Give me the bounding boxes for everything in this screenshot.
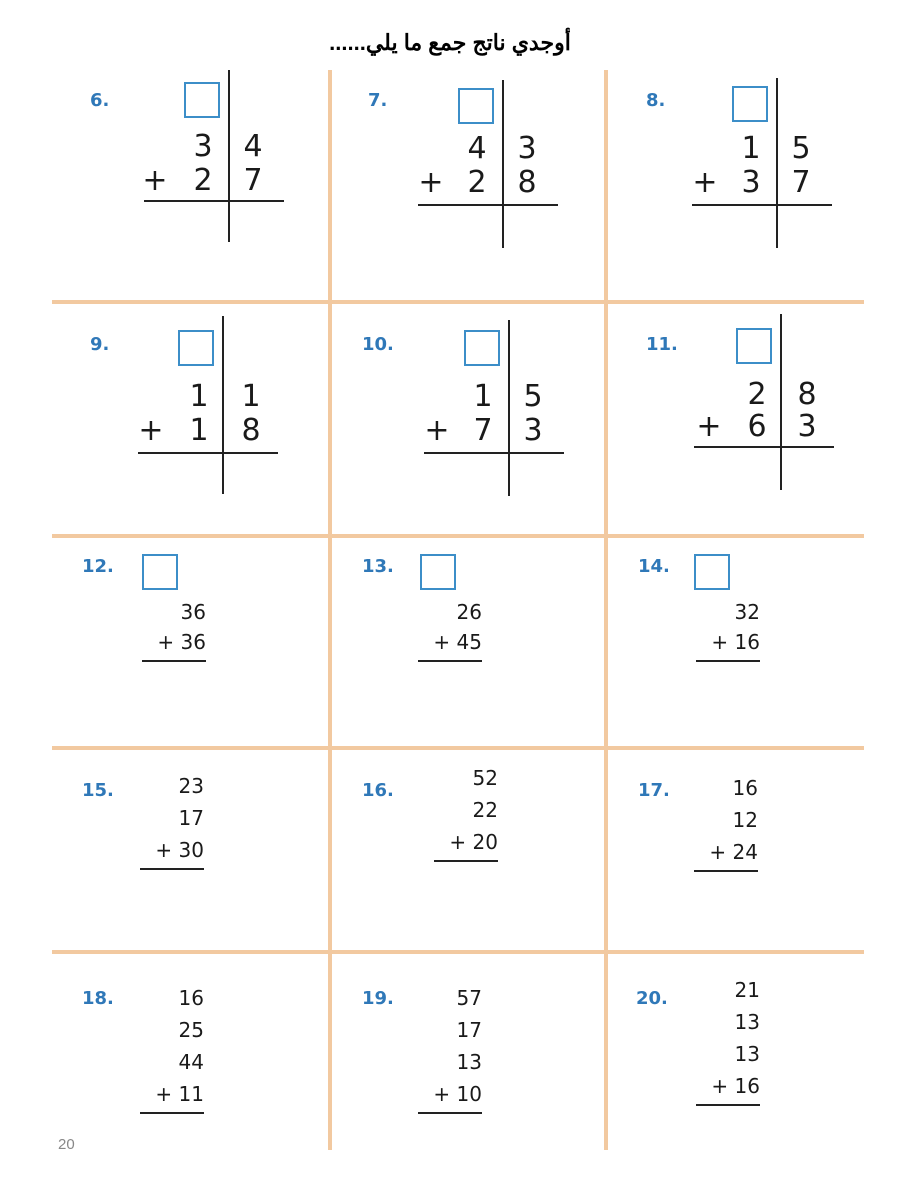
sum-line — [418, 204, 558, 206]
page-number: 20 — [58, 1136, 75, 1153]
digit-tens: 6 — [747, 409, 767, 444]
addend: + 10 — [433, 1082, 482, 1106]
carry-answer-box[interactable] — [420, 554, 456, 590]
problem-number: 18. — [82, 988, 114, 1009]
addend: + 20 — [449, 830, 498, 854]
addend-stack — [142, 600, 206, 670]
problem-number: 14. — [638, 556, 670, 577]
digit-ones: 7 — [791, 165, 811, 200]
addend-stack — [140, 986, 204, 1118]
sum-line — [696, 1104, 760, 1106]
plus-sign: + — [138, 413, 164, 448]
problem-number: 8. — [646, 90, 666, 111]
addend: + 24 — [709, 840, 758, 864]
digit-tens: 2 — [747, 377, 767, 412]
place-value-divider — [776, 78, 778, 248]
page-title: أوجدي ناتج جمع ما يلي...... — [329, 30, 571, 55]
plus-sign: + — [418, 165, 444, 200]
digit-ones: 8 — [797, 377, 817, 412]
digit-ones: 5 — [791, 131, 811, 166]
problem-16 — [330, 750, 604, 950]
place-value-divider — [508, 320, 510, 496]
place-value-divider — [502, 80, 504, 248]
problem-10 — [330, 304, 604, 534]
problem-number: 7. — [368, 90, 388, 111]
problem-18 — [52, 954, 328, 1150]
addend: 25 — [178, 1018, 204, 1042]
problem-number: 6. — [90, 90, 110, 111]
addend: 13 — [734, 1042, 760, 1066]
plus-sign: + — [424, 413, 450, 448]
carry-answer-box[interactable] — [732, 86, 768, 122]
addend: + 30 — [155, 838, 204, 862]
digit-ones: 3 — [797, 409, 817, 444]
problem-13 — [330, 538, 604, 746]
problem-17 — [606, 750, 864, 950]
digit-ones: 3 — [523, 413, 543, 448]
addend: + 11 — [155, 1082, 204, 1106]
carry-answer-box[interactable] — [458, 88, 494, 124]
place-value-divider — [222, 316, 224, 494]
addend: 26 — [456, 600, 482, 624]
addend-stack — [696, 978, 760, 1110]
addend: 57 — [456, 986, 482, 1010]
digit-ones: 7 — [243, 163, 263, 198]
carry-answer-box[interactable] — [736, 328, 772, 364]
problem-number: 15. — [82, 780, 114, 801]
problem-number: 19. — [362, 988, 394, 1009]
digit-ones: 1 — [241, 379, 261, 414]
carry-answer-box[interactable] — [142, 554, 178, 590]
plus-sign: + — [142, 163, 168, 198]
problem-9 — [52, 304, 328, 534]
digit-ones: 3 — [517, 131, 537, 166]
digit-ones: 8 — [241, 413, 261, 448]
addend: 17 — [178, 806, 204, 830]
addend: 52 — [472, 766, 498, 790]
sum-line — [424, 452, 564, 454]
place-value-divider — [780, 314, 782, 490]
addend: 22 — [472, 798, 498, 822]
sum-line — [418, 660, 482, 662]
addend-stack — [434, 766, 498, 866]
sum-line — [140, 1112, 204, 1114]
addend: 12 — [732, 808, 758, 832]
problem-number: 17. — [638, 780, 670, 801]
addend: + 45 — [433, 630, 482, 654]
digit-tens: 2 — [193, 163, 213, 198]
digit-tens: 1 — [189, 379, 209, 414]
addend: 13 — [456, 1050, 482, 1074]
addend: 16 — [178, 986, 204, 1010]
problem-7 — [330, 70, 604, 300]
sum-line — [418, 1112, 482, 1114]
digit-ones: 5 — [523, 379, 543, 414]
sum-line — [140, 868, 204, 870]
addend-stack — [418, 986, 482, 1118]
problem-number: 10. — [362, 334, 394, 355]
addend: + 16 — [711, 1074, 760, 1098]
addend: 16 — [732, 776, 758, 800]
sum-line — [144, 200, 284, 202]
sum-line — [142, 660, 206, 662]
addend: 13 — [734, 1010, 760, 1034]
problem-8 — [606, 70, 864, 300]
carry-answer-box[interactable] — [184, 82, 220, 118]
digit-tens: 2 — [467, 165, 487, 200]
carry-answer-box[interactable] — [464, 330, 500, 366]
digit-tens: 7 — [473, 413, 493, 448]
addend: + 36 — [157, 630, 206, 654]
digit-tens: 1 — [189, 413, 209, 448]
digit-tens: 1 — [473, 379, 493, 414]
problem-number: 20. — [636, 988, 668, 1009]
digit-tens: 4 — [467, 131, 487, 166]
sum-line — [434, 860, 498, 862]
problem-number: 13. — [362, 556, 394, 577]
addend-stack — [696, 600, 760, 670]
sum-line — [138, 452, 278, 454]
problem-20 — [606, 954, 864, 1150]
plus-sign: + — [696, 409, 722, 444]
problem-number: 12. — [82, 556, 114, 577]
addend: 23 — [178, 774, 204, 798]
sum-line — [692, 204, 832, 206]
carry-answer-box[interactable] — [178, 330, 214, 366]
addend-stack — [140, 774, 204, 874]
digit-tens: 3 — [741, 165, 761, 200]
sum-line — [694, 446, 834, 448]
worksheet-grid — [52, 70, 864, 1150]
digit-ones: 8 — [517, 165, 537, 200]
addend-stack — [694, 776, 758, 876]
problem-number: 9. — [90, 334, 110, 355]
digit-tens: 1 — [741, 131, 761, 166]
problem-12 — [52, 538, 328, 746]
problem-number: 16. — [362, 780, 394, 801]
problem-15 — [52, 750, 328, 950]
addend: 36 — [180, 600, 206, 624]
addend: 17 — [456, 1018, 482, 1042]
sum-line — [694, 870, 758, 872]
problem-6 — [52, 70, 328, 300]
carry-answer-box[interactable] — [694, 554, 730, 590]
problem-11 — [606, 304, 864, 534]
sum-line — [696, 660, 760, 662]
addend: 44 — [178, 1050, 204, 1074]
place-value-divider — [228, 70, 230, 242]
plus-sign: + — [692, 165, 718, 200]
problem-19 — [330, 954, 604, 1150]
addend-stack — [418, 600, 482, 670]
digit-ones: 4 — [243, 129, 263, 164]
problem-14 — [606, 538, 864, 746]
addend: + 16 — [711, 630, 760, 654]
digit-tens: 3 — [193, 129, 213, 164]
addend: 21 — [734, 978, 760, 1002]
problem-number: 11. — [646, 334, 678, 355]
addend: 32 — [734, 600, 760, 624]
